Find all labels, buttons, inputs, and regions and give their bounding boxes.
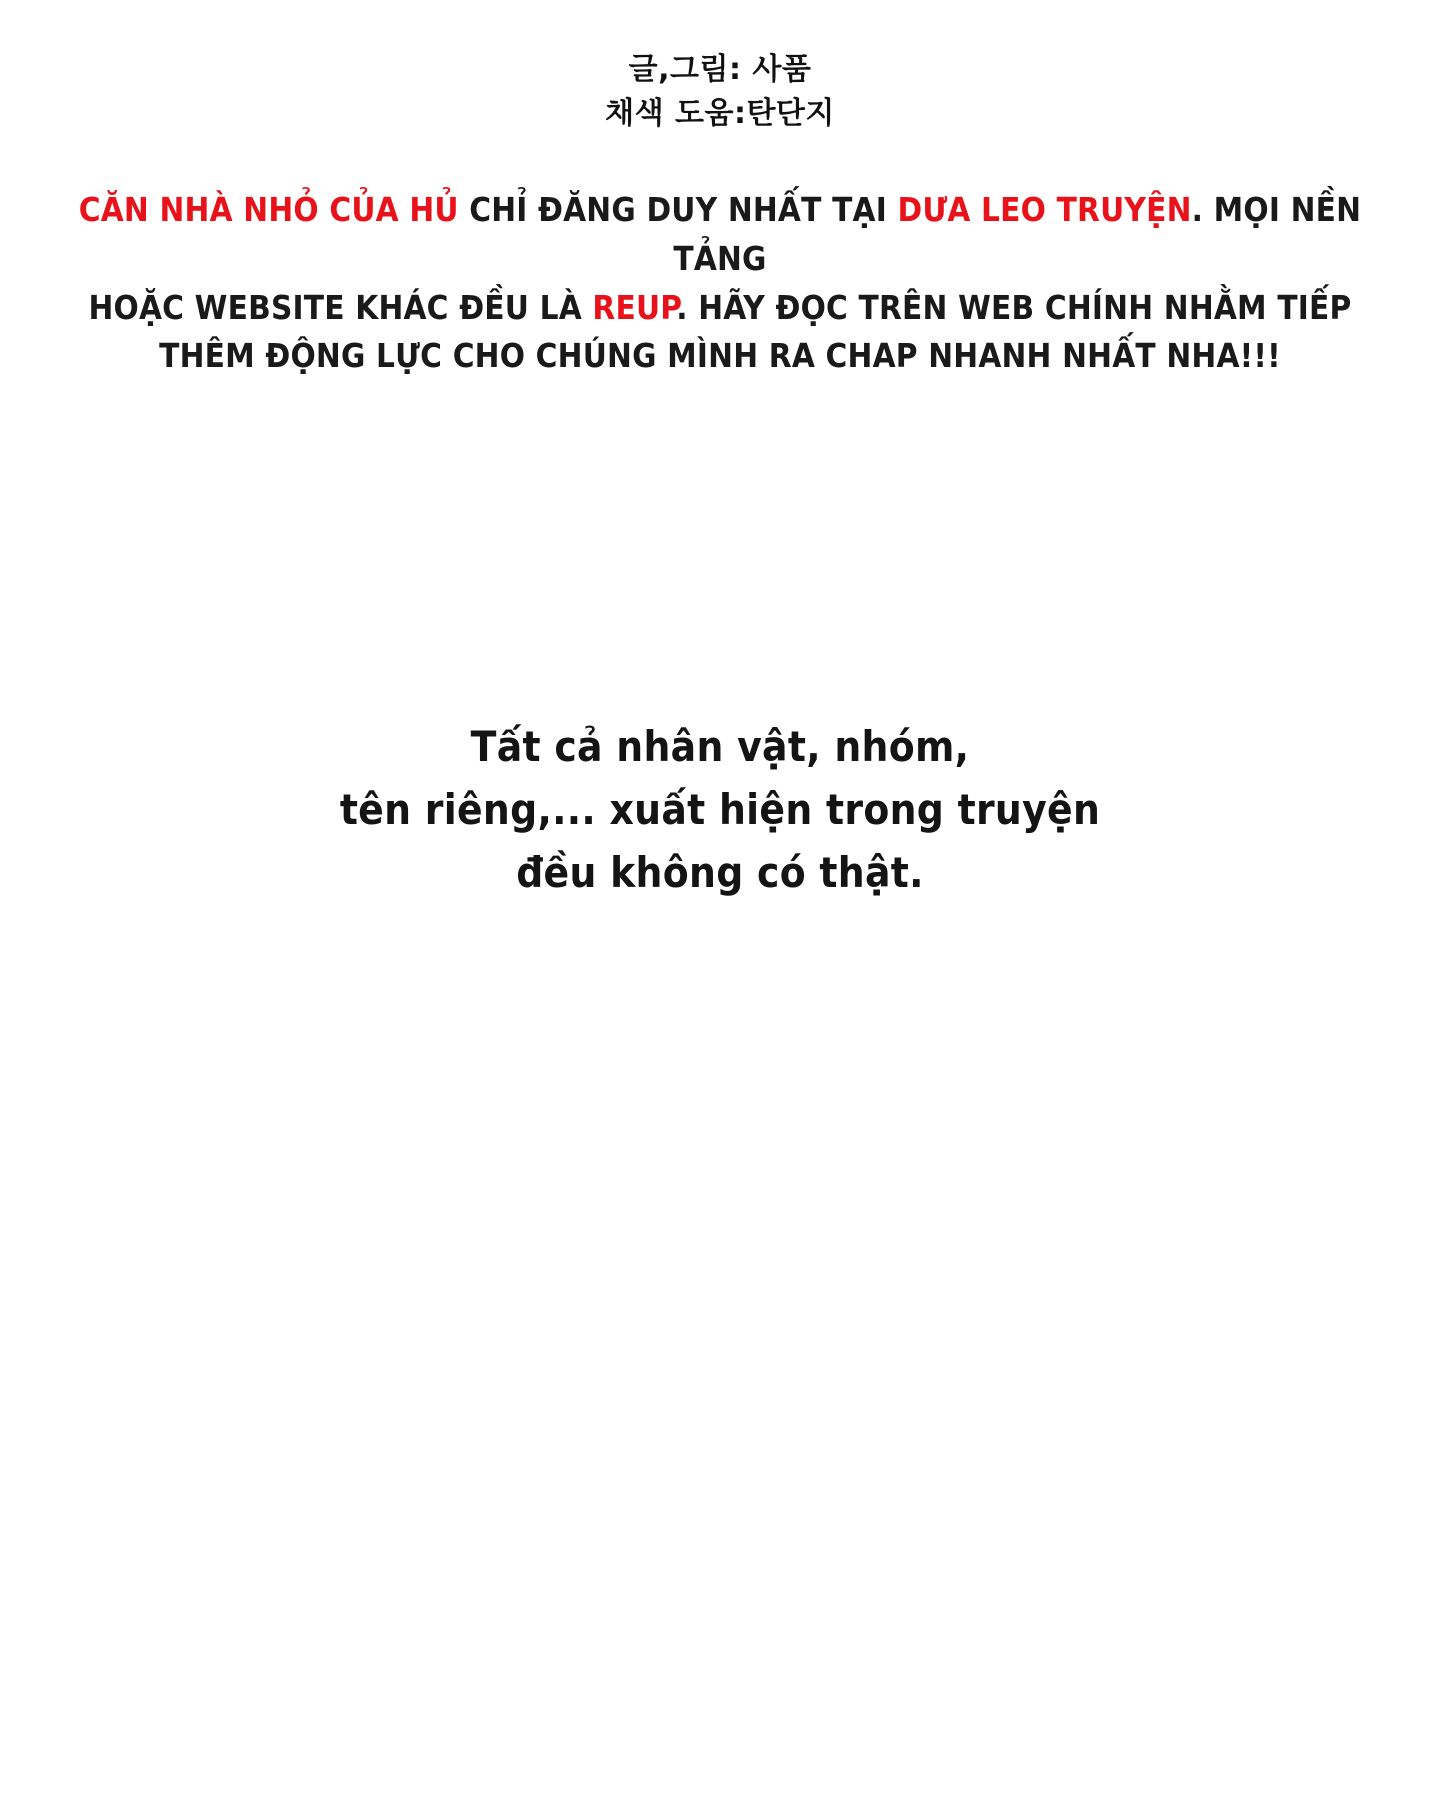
copyright-notice-block: [70, 186, 1370, 381]
disclaimer-line-3: đều không có thật.: [516, 848, 924, 897]
credit-author-line: 글,그림: 사품: [628, 52, 812, 87]
notice-line-1: [70, 186, 1370, 284]
notice-line-2-text-b: . HÃY ĐỌC TRÊN WEB CHÍNH NHẰM TIẾP: [676, 287, 1352, 327]
notice-reup-highlight: REUP: [592, 287, 677, 327]
notice-title-highlight: CĂN NHÀ NHỎ CỦA HỦ: [78, 190, 459, 229]
disclaimer-line-2: tên riêng,... xuất hiện trong truyện: [339, 785, 1101, 834]
notice-line-2: [70, 284, 1370, 333]
notice-line-3: THÊM ĐỘNG LỰC CHO CHÚNG MÌNH RA CHAP NHANH NHẤT NHA!!!: [159, 336, 1281, 376]
blank-artwork-area: [0, 950, 1440, 1819]
fiction-disclaimer-block: [0, 715, 1440, 904]
credit-colorist-line: 채색 도움:탄단지: [605, 95, 835, 131]
credits-block: [0, 48, 1440, 135]
notice-line-1-text-b: . MỌI NỀN TẢNG: [673, 190, 1362, 278]
notice-site-highlight: DƯA LEO TRUYỆN: [897, 190, 1192, 229]
disclaimer-line-1: Tất cả nhân vật, nhóm,: [470, 722, 970, 771]
notice-line-2-text-a: HOẶC WEBSITE KHÁC ĐỀU LÀ: [88, 287, 593, 327]
notice-line-1-text-a: CHỈ ĐĂNG DUY NHẤT TẠI: [458, 190, 898, 229]
